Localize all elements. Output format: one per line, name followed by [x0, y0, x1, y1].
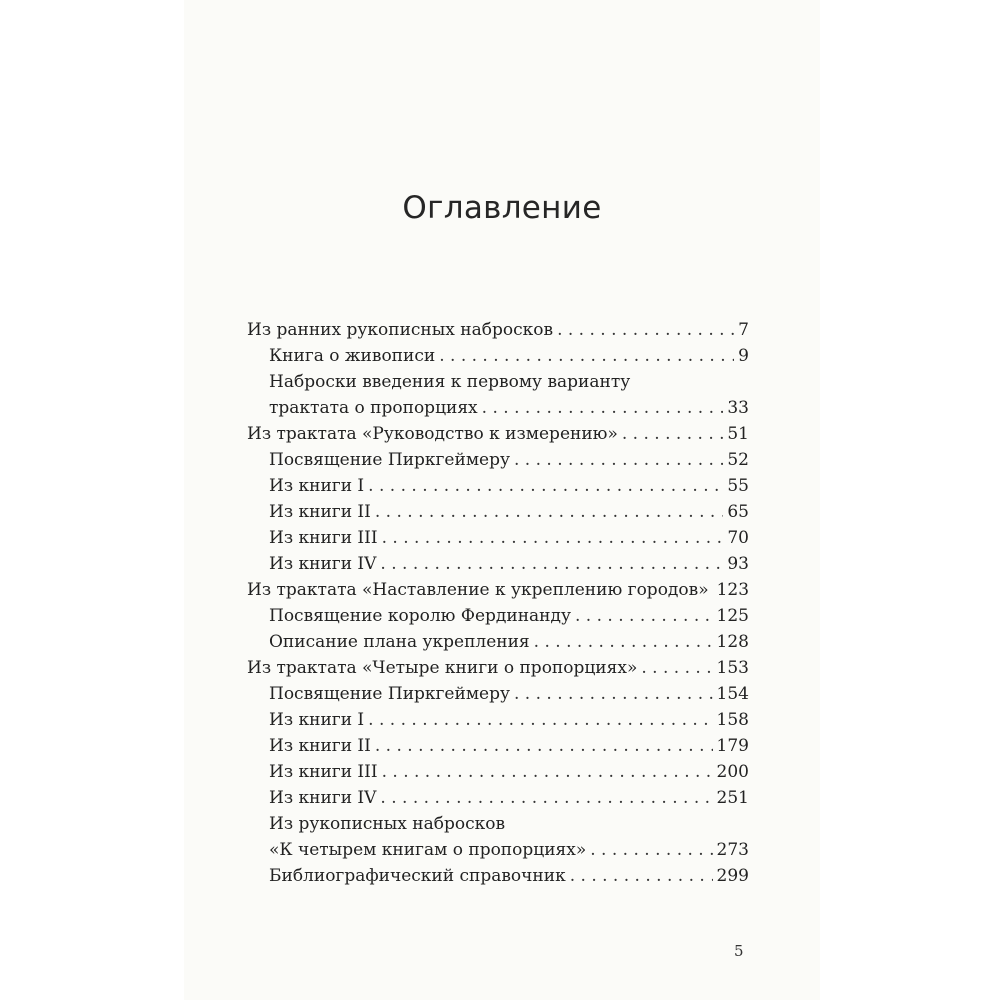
- toc-entry: [247, 421, 749, 447]
- toc-entry: [247, 837, 749, 863]
- toc-entry-page: 93: [727, 554, 749, 574]
- toc-entry-page: 7: [738, 320, 749, 340]
- toc-leader-dots: [590, 837, 712, 863]
- toc-entry: [247, 681, 749, 707]
- toc-leader-dots: [514, 447, 723, 473]
- toc-entry-page: 125: [716, 606, 749, 626]
- toc-entry-title: Из трактата «Наставление к укреплению городов»: [247, 580, 709, 600]
- toc-entry-title: «К четырем книгам о пропорциях»: [269, 840, 587, 860]
- toc-entry-page: 52: [727, 450, 749, 470]
- toc-entry: [247, 811, 749, 837]
- toc-leader-dots: [382, 525, 724, 551]
- toc-entry-page: 154: [716, 684, 749, 704]
- toc-entry-page: 299: [716, 866, 749, 886]
- toc-leader-dots: [482, 395, 724, 421]
- toc-entry-title: Из книги IV: [269, 554, 377, 574]
- toc-entry-page: 153: [716, 658, 749, 678]
- toc-leader-dots: [570, 863, 713, 889]
- toc-entry: [247, 343, 749, 369]
- toc-entry-title: Из трактата «Руководство к измерению»: [247, 424, 618, 444]
- toc-leader-dots: [380, 785, 712, 811]
- toc-entry: [247, 707, 749, 733]
- toc-entry-page: 158: [716, 710, 749, 730]
- toc-entry-title: Из книги II: [269, 502, 371, 522]
- toc-entry: [247, 655, 749, 681]
- toc-entry: [247, 577, 749, 603]
- toc-entry-page: 251: [716, 788, 749, 808]
- toc-entry-title: Описание плана укрепления: [269, 632, 530, 652]
- toc-leader-dots: [557, 317, 734, 343]
- toc-entry-page: 9: [738, 346, 749, 366]
- toc-entry-page: 33: [727, 398, 749, 418]
- toc-entry: [247, 395, 749, 421]
- toc-entry: [247, 785, 749, 811]
- toc-entry: [247, 499, 749, 525]
- toc-leader-dots: [575, 603, 713, 629]
- toc-entry-title: Посвящение Пиркгеймеру: [269, 450, 510, 470]
- toc-entry: [247, 759, 749, 785]
- toc-entry-title: Из книги III: [269, 528, 378, 548]
- toc-entry-title: Из рукописных набросков: [269, 814, 506, 834]
- toc-entry-title: Библиографический справочник: [269, 866, 566, 886]
- toc-leader-dots: [382, 759, 713, 785]
- toc-leader-dots: [375, 499, 724, 525]
- toc-entry-title: Из книги III: [269, 762, 378, 782]
- toc-entry-page: 51: [727, 424, 749, 444]
- toc-entry-page: 55: [727, 476, 749, 496]
- toc-entry-page: 273: [716, 840, 749, 860]
- toc-entry-page: 200: [716, 762, 749, 782]
- table-of-contents: [247, 317, 749, 889]
- toc-leader-dots: [368, 473, 723, 499]
- toc-leader-dots: [439, 343, 734, 369]
- book-page: [184, 0, 820, 1000]
- toc-entry: [247, 447, 749, 473]
- toc-entry-title: трактата о пропорциях: [269, 398, 478, 418]
- toc-entry: [247, 603, 749, 629]
- toc-entry: [247, 733, 749, 759]
- toc-entry-title: Из трактата «Четыре книги о пропорциях»: [247, 658, 638, 678]
- toc-entry-title: Посвящение Пиркгеймеру: [269, 684, 510, 704]
- toc-leader-dots: [380, 551, 723, 577]
- toc-entry-page: 70: [727, 528, 749, 548]
- toc-entry: [247, 317, 749, 343]
- toc-entry: [247, 551, 749, 577]
- toc-leader-dots: [368, 707, 712, 733]
- toc-entry-page: 128: [716, 632, 749, 652]
- toc-leader-dots: [514, 681, 713, 707]
- toc-entry-title: Наброски введения к первому варианту: [269, 372, 631, 392]
- toc-entry-title: Из книги I: [269, 476, 365, 496]
- toc-entry: [247, 473, 749, 499]
- toc-entry-title: Книга о живописи: [269, 346, 436, 366]
- toc-entry-title: Из книги I: [269, 710, 365, 730]
- toc-leader-dots: [622, 421, 723, 447]
- toc-entry: [247, 525, 749, 551]
- page-number: 5: [734, 942, 744, 960]
- toc-entry-title: Из книги II: [269, 736, 371, 756]
- toc-entry: [247, 629, 749, 655]
- toc-entry-page: 65: [727, 502, 749, 522]
- toc-entry-page: 179: [716, 736, 749, 756]
- page-title: Оглавление: [402, 190, 602, 226]
- toc-leader-dots: [641, 655, 712, 681]
- toc-entry-title: Посвящение королю Фердинанду: [269, 606, 571, 626]
- toc-entry: [247, 369, 749, 395]
- toc-entry-title: Из ранних рукописных набросков: [247, 320, 554, 340]
- toc-entry-page: 123: [716, 580, 750, 600]
- toc-leader-dots: [375, 733, 713, 759]
- toc-entry-title: Из книги IV: [269, 788, 377, 808]
- toc-leader-dots: [534, 629, 713, 655]
- toc-entry: [247, 863, 749, 889]
